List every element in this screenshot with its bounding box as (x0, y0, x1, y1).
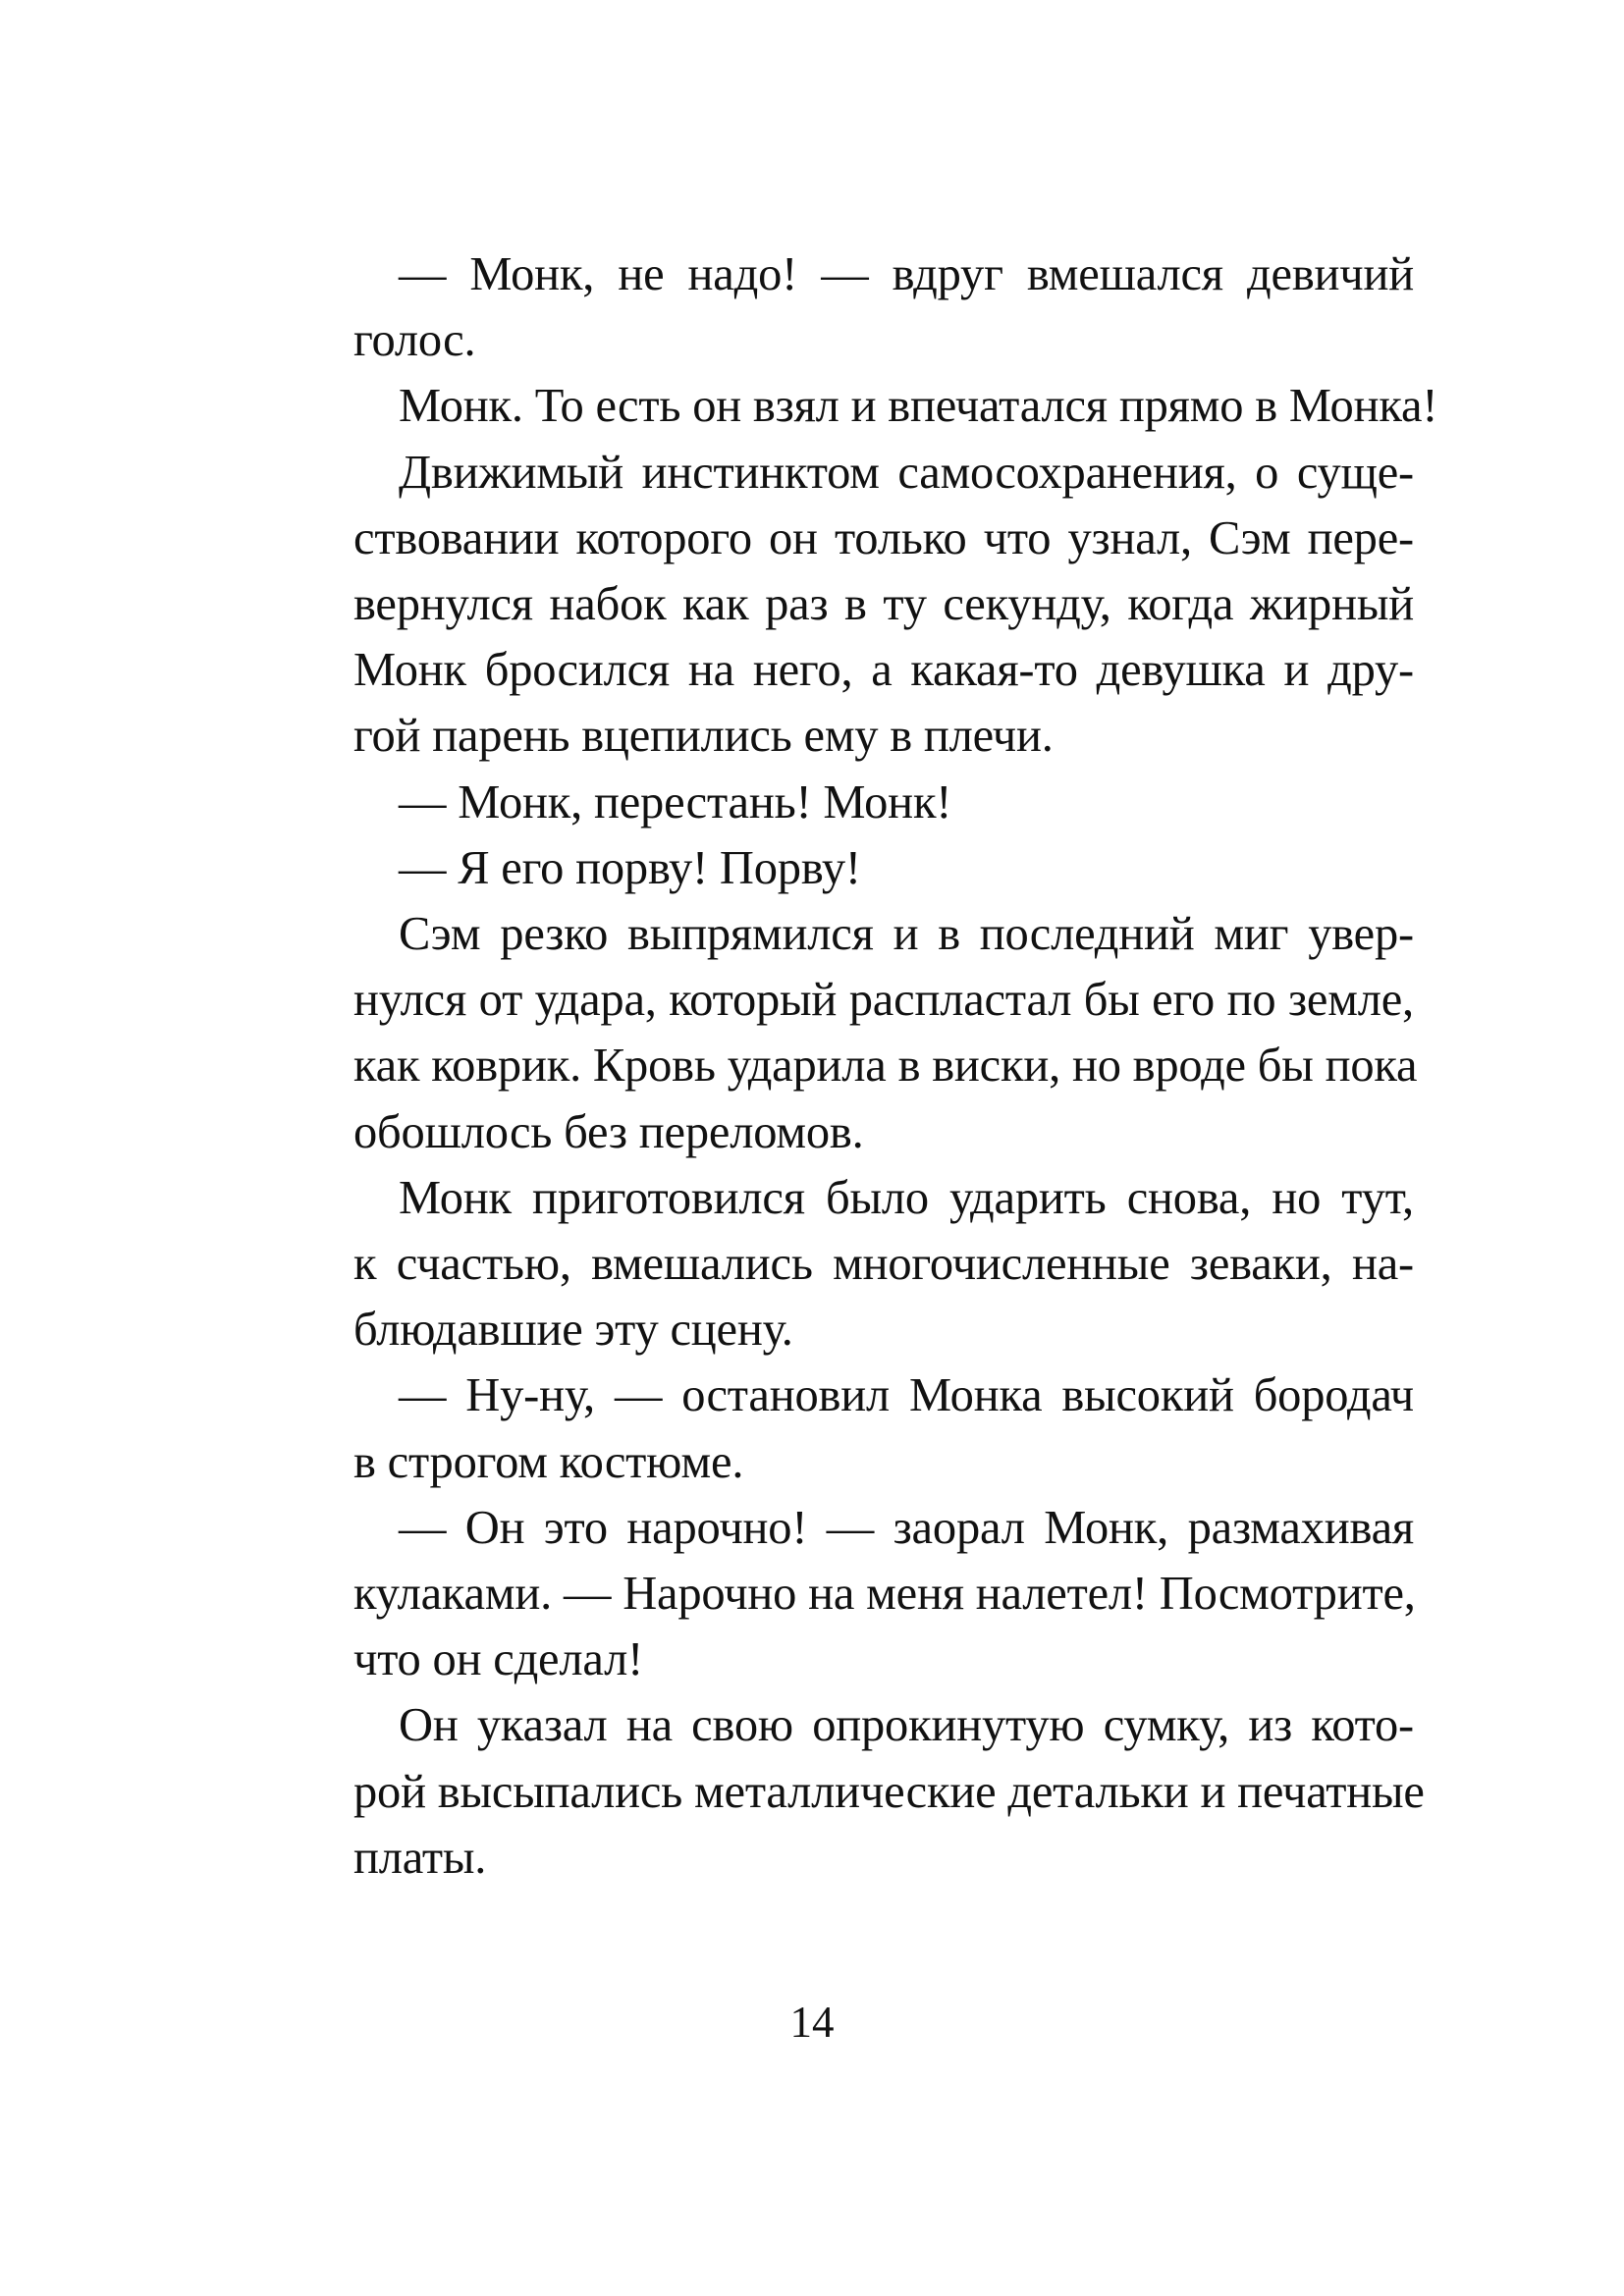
text-line: гой парень вцепились ему в плечи. (353, 710, 1054, 763)
paragraph (353, 1495, 1414, 1693)
text-line: — Я его порву! Порву! (399, 841, 861, 894)
paragraph (353, 241, 1414, 373)
text-line: обошлось без переломов. (353, 1105, 864, 1158)
paragraph (353, 440, 1414, 770)
paragraph (353, 770, 1414, 835)
text-line: — Монк, перестань! Монк! (399, 775, 952, 828)
text-line: Сэм резко выпрямился и в последний миг увер- (399, 908, 1414, 961)
paragraph (353, 373, 1438, 439)
text-line: к счастью, вмешались многочисленные зеваки, на- (353, 1238, 1414, 1291)
text-line: Монк бросился на него, а какая-то девушка и дру- (353, 644, 1414, 697)
text-line: Монк. То есть он взял и впечатался прямо в Монка! (399, 380, 1438, 433)
text-line: ствовании которого он только что узнал, Сэм пере- (353, 511, 1414, 564)
text-line: — Ну-ну, — остановил Монка высокий бородач (399, 1369, 1414, 1422)
text-line: Монк приготовился было ударить снова, но тут, (399, 1171, 1414, 1224)
text-line: Движимый инстинктом самосохранения, о суще- (399, 446, 1414, 499)
text-line: рой высыпались металлические детальки и печатные (353, 1765, 1425, 1818)
text-line: Он указал на свою опрокинутую сумку, из кото- (399, 1699, 1414, 1752)
text-line: блюдавшие эту сцену. (353, 1304, 793, 1357)
text-line: как коврик. Кровь ударила в виски, но вроде бы пока (353, 1040, 1418, 1093)
text-line: — Он это нарочно! — заорал Монк, размахивая (399, 1501, 1414, 1554)
body-text (353, 241, 1438, 1891)
paragraph (353, 1165, 1414, 1363)
paragraph (353, 901, 1418, 1165)
paragraph (353, 1362, 1414, 1494)
page-number: 14 (789, 1998, 835, 2047)
text-line: в строгом костюме. (353, 1435, 744, 1488)
text-line: нулся от удара, который распластал бы его по земле, (353, 974, 1414, 1027)
text-line: вернулся набок как раз в ту секунду, когда жирный (353, 578, 1414, 631)
text-line: кулаками. — Нарочно на меня налетел! Посмотрите, (353, 1568, 1416, 1621)
paragraph (353, 1692, 1425, 1891)
paragraph (353, 835, 1414, 901)
text-line: платы. (353, 1831, 487, 1884)
text-line: что он сделал! (353, 1633, 644, 1686)
text-line: — Монк, не надо! — вдруг вмешался девичий (399, 248, 1414, 300)
text-line: голос. (353, 314, 476, 367)
